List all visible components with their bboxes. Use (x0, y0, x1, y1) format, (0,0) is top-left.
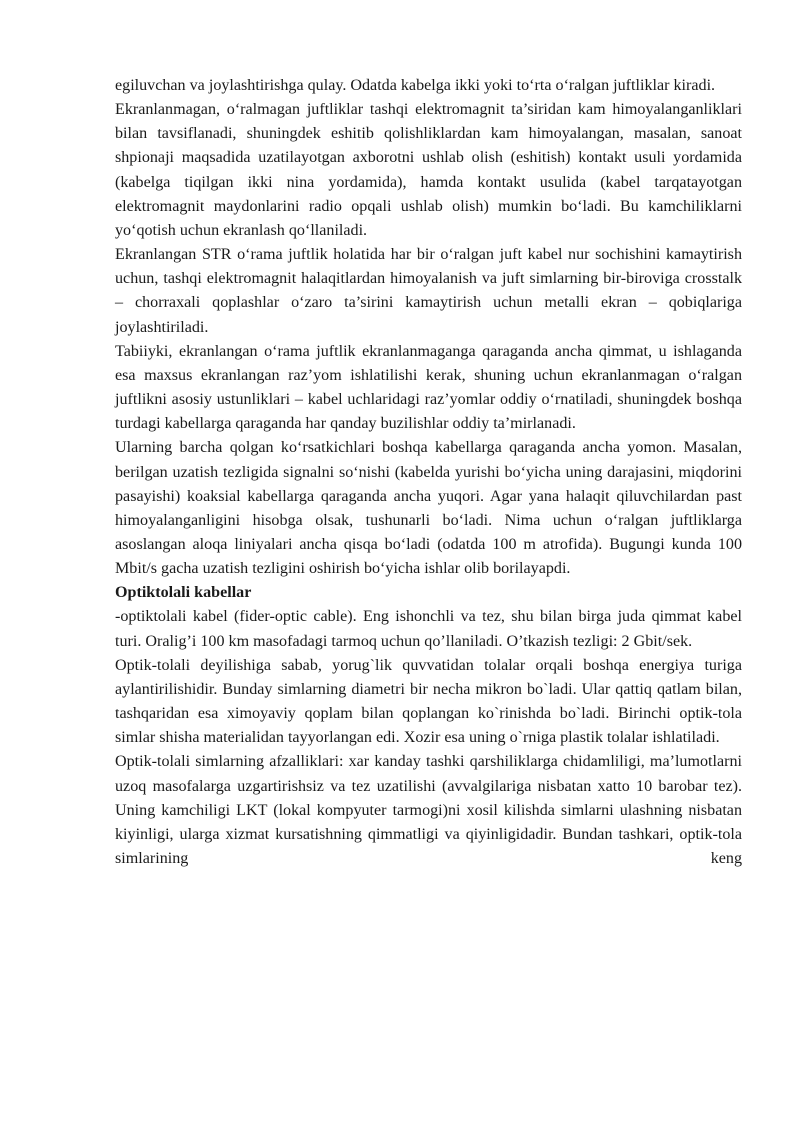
paragraph-3: Ekranlangan STR o‘rama juftlik holatida har bir o‘ralgan juft kabel nur sochishini kamaytirish uchun, tashqi elektromagnit halaqitlardan himoyalanish va juft simlarning bir-biroviga crosstalk – chorraxali qoplashlar o‘zaro ta’sirini kamaytirish uchun metalli ekran – qobiqlariga joylashtiriladi. (115, 246, 742, 336)
paragraph-1: egiluvchan va joylashtirishga qulay. Odatda kabelga ikki yoki to‘rta o‘ralgan juftliklar kiradi. (115, 77, 716, 94)
section-heading: Optiktolali kabellar (115, 584, 252, 602)
paragraph-8: Optik-tolali simlarning afzalliklari: xar kanday tashki qarshiliklarga chidamliligi, ma’lumotlarni uzoq masofalarga uzgartirishsiz va tez uzatilishi (avvalgilariga nisbatan xatto 10 barobar tez). Uning kamchiligi LKT (lokal kompyuter tarmogi)ni xosil kilishda simlarni ulashning nisbatan kiyinligi, ularga xizmat kursatishning qimmatligi va qiyinligidadir. Bundan tashkari, optik-tola simlarining keng (115, 753, 742, 867)
paragraph-7: Optik-tolali deyilishiga sabab, yorug`lik quvvatidan tolalar orqali boshqa energiya turiga aylantirilishidir. Bunday simlarning diametri bir necha mikron bo`ladi. Ular qattiq qatlam bilan, tashqaridan esa ximoyaviy qoplam bilan qoplangan ko`rinishda bo`ladi. Birinchi optik-tola simlar shisha materialidan tayyorlangan edi. Xozir esa uning o`rniga plastik tolalar ishlatiladi. (115, 656, 742, 747)
paragraph-6: -optiktolali kabel (fider-optic cable). Eng ishonchli va tez, shu bilan birga juda qimmat kabel turi. Oralig’i 100 km masofadagi tarmoq uchun qo’llaniladi. O’tkazish tezligi: 2 Gbit/sek. (115, 608, 742, 650)
paragraph-2: Ekranlanmagan, o‘ralmagan juftliklar tashqi elektromagnit ta’siridan kam himoyalanganliklari bilan tavsiflanadi, shuningdek eshitib qolishliklardan kam himoyalangan, masalan, sanoat shpionaji maqsadida uzatilayotgan axborotni ushlab olish (eshitish) kontakt usuli yordamida (kabelga tiqilgan ikki nina yordamida), hamda kontakt usulida (kabel tarqatayotgan elektromagnit maydonlarini radio opqali ushlab olish) mumkin bo‘ladi. Bu kamchiliklarni yo‘qotish uchun ekranlash qo‘llaniladi. (115, 101, 742, 239)
paragraph-4: Tabiiyki, ekranlangan o‘rama juftlik ekranlanmaganga qaraganda ancha qimmat, u ishlaganda esa maxsus ekranlangan raz’yom ishlatilishi kerak, shuning uchun ekranlanmagan o‘ralgan juftlikni asosiy ustunliklari – kabel uchlaridagi raz’yomlar oddiy o‘rnatiladi, shuningdek boshqa turdagi kabellarga qaraganda har qanday buzilishlar oddiy ta’mirlanadi. (115, 342, 742, 433)
paragraph-5: Ularning barcha qolgan ko‘rsatkichlari boshqa kabellarga qaraganda ancha yomon. Masalan, berilgan uzatish tezligida signalni so‘nishi (kabelda yurishi bo‘yicha uning darajasini, miqdorini pasayishi) koaksial kabellarga qaraganda ancha yuqori. Agar yana halaqit qiluvchilardan past himoyalanganligini hisobga olsak, tushunarli bo‘ladi. Nima uchun o‘ralgan juftliklarga asoslangan aloqa liniyalari ancha qisqa bo‘ladi (odatda 100 m atrofida). Bugungi kunda 100 Mbit/s gacha uzatish tezligini oshirish bo‘yicha ishlar olib borilayapdi. (115, 439, 742, 578)
document-page (115, 74, 742, 871)
